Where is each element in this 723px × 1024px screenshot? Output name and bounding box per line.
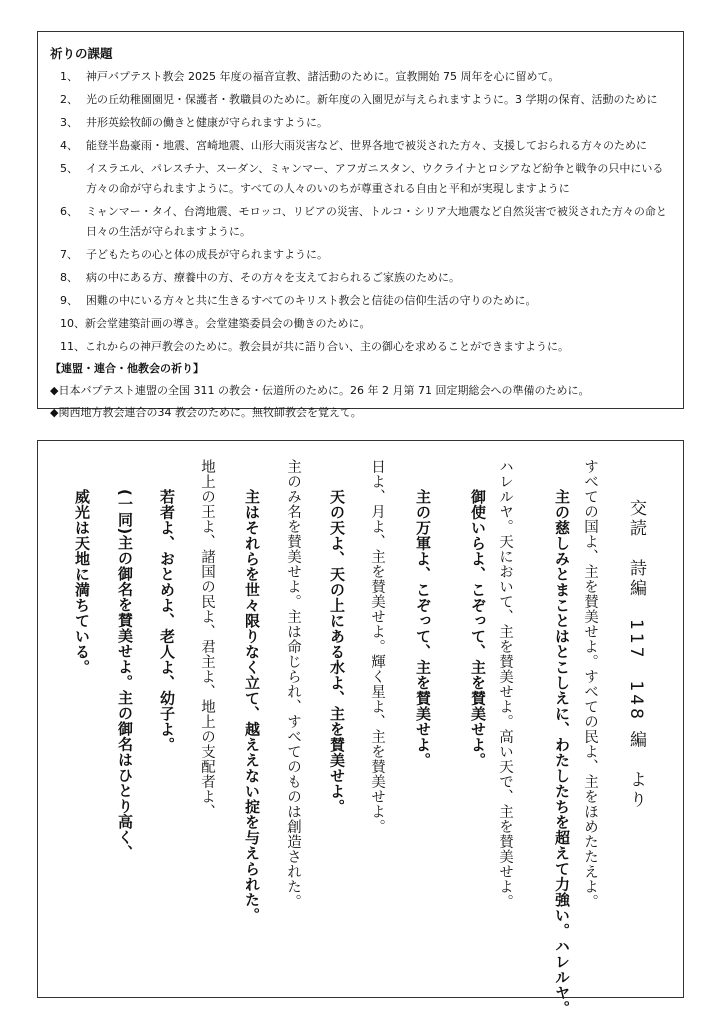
prayer-item-num: 6、	[60, 205, 78, 218]
prayer-item-text: 能登半島豪雨・地震、宮崎地震、山形大雨災害など、世界各地で被災された方々、支援しておられる方々のために	[86, 139, 647, 152]
reading-line-3: ハレルヤ。天において、主を賛美せよ。高い天で、主を賛美せよ。	[497, 459, 513, 909]
reading-heading: 交読 詩編 117 148 編 より	[626, 499, 646, 811]
prayer-item-num: 7、	[60, 248, 78, 261]
reading-line-11: 若者よ、おとめよ、老人よ、幼子よ。	[158, 489, 176, 753]
prayer-item-num: 4、	[60, 139, 78, 152]
prayer-item-text: 井形英絵牧師の働きと健康が守られますように。	[86, 116, 328, 129]
reading-line-2: 主の慈しみとまことはとこしえに、わたしたちを超えて力強い。ハレルヤ。	[553, 489, 571, 1016]
prayer-item-num: 2、	[60, 93, 78, 106]
reading-line-12: (一同)主の御名を賛美せよ。主の御名はひとり高く、	[116, 489, 134, 861]
prayer-bullet-2: ◆関西地方教会連合の34 教会のために。無牧師教会を覚えて。	[50, 406, 362, 419]
prayer-item-text: 日々の生活が守られますように。	[86, 225, 251, 238]
prayer-item-text: 光の丘幼稚園園児・保護者・教職員のために。新年度の入園児が与えられますように。3 学期の保育、活動のために	[86, 93, 658, 106]
prayer-item-text: 病の中にある方、療養中の方、その方々を支えておられるご家族のために。	[86, 271, 460, 284]
reading-line-4: 御使いらよ、こぞって、主を賛美せよ。	[469, 489, 487, 768]
prayer-item-text: 神戸バプテスト教会 2025 年度の福音宣教、諸活動のために。宣教開始 75 周年を心に留めて。	[86, 70, 560, 83]
prayer-item-text: 困難の中にいる方々と共に生きるすべてのキリスト教会と信徒の信仰生活の守りのために。	[86, 294, 537, 307]
reading-line-9: 主はそれらを世々限りなく立て、越ええない掟を与えられた。	[243, 489, 261, 923]
prayer-title: 祈りの課題	[50, 46, 113, 61]
prayer-item-11: 11、これからの神戸教会のために。教会員が共に語り合い、主の御心を求めることができますように。	[60, 340, 569, 353]
prayer-item-num: 9、	[60, 294, 78, 307]
reading-line-7: 天の天よ、天の上にある水よ、主を賛美せよ。	[328, 489, 346, 815]
reading-line-5: 主の万軍よ、こぞって、主を賛美せよ。	[414, 489, 432, 768]
prayer-item-10: 10、新会堂建築計画の導き。会堂建築委員会の働きのために。	[60, 317, 371, 330]
prayer-item-text: 子どもたちの心と体の成長が守られますように。	[86, 248, 328, 261]
prayer-item-text: 方々の命が守られますように。すべての人々のいのちが尊重される自由と平和が実現しますように	[86, 182, 570, 195]
prayer-item-num: 8、	[60, 271, 78, 284]
reading-line-10: 地上の王よ、諸国の民よ、君主よ、地上の支配者よ、	[199, 459, 215, 819]
reading-line-1: すべての国よ、主を賛美せよ。すべての民よ、主をほめたたえよ。	[582, 459, 598, 909]
reading-line-6: 日よ、月よ、主を賛美せよ。輝く星よ、主を賛美せよ。	[369, 459, 385, 834]
reading-line-8: 主のみ名を賛美せよ。主は命じられ、すべてのものは創造された。	[285, 459, 301, 909]
prayer-item-text: ミャンマー・タイ、台湾地震、モロッコ、リビアの災害、トルコ・シリア大地震など自然災害で被災された方々の命と	[86, 205, 667, 218]
prayer-subhead: 【連盟・連合・他教会の祈り】	[50, 362, 204, 375]
prayer-item-num: 1、	[60, 70, 78, 83]
responsive-reading-box	[37, 440, 684, 1016]
prayer-item-text: イスラエル、パレスチナ、スーダン、ミャンマー、アフガニスタン、ウクライナとロシアなど紛争と戦争の只中にいる	[86, 162, 664, 175]
prayer-topics-box	[37, 31, 684, 419]
prayer-item-num: 5、	[60, 162, 78, 175]
prayer-item-num: 3、	[60, 116, 78, 129]
reading-line-13: 威光は天地に満ちている。	[73, 489, 91, 675]
prayer-bullet-1: ◆日本バプテスト連盟の全国 311 の教会・伝道所のために。26 年 2 月第 71 回定期総会への準備のために。	[50, 384, 590, 397]
